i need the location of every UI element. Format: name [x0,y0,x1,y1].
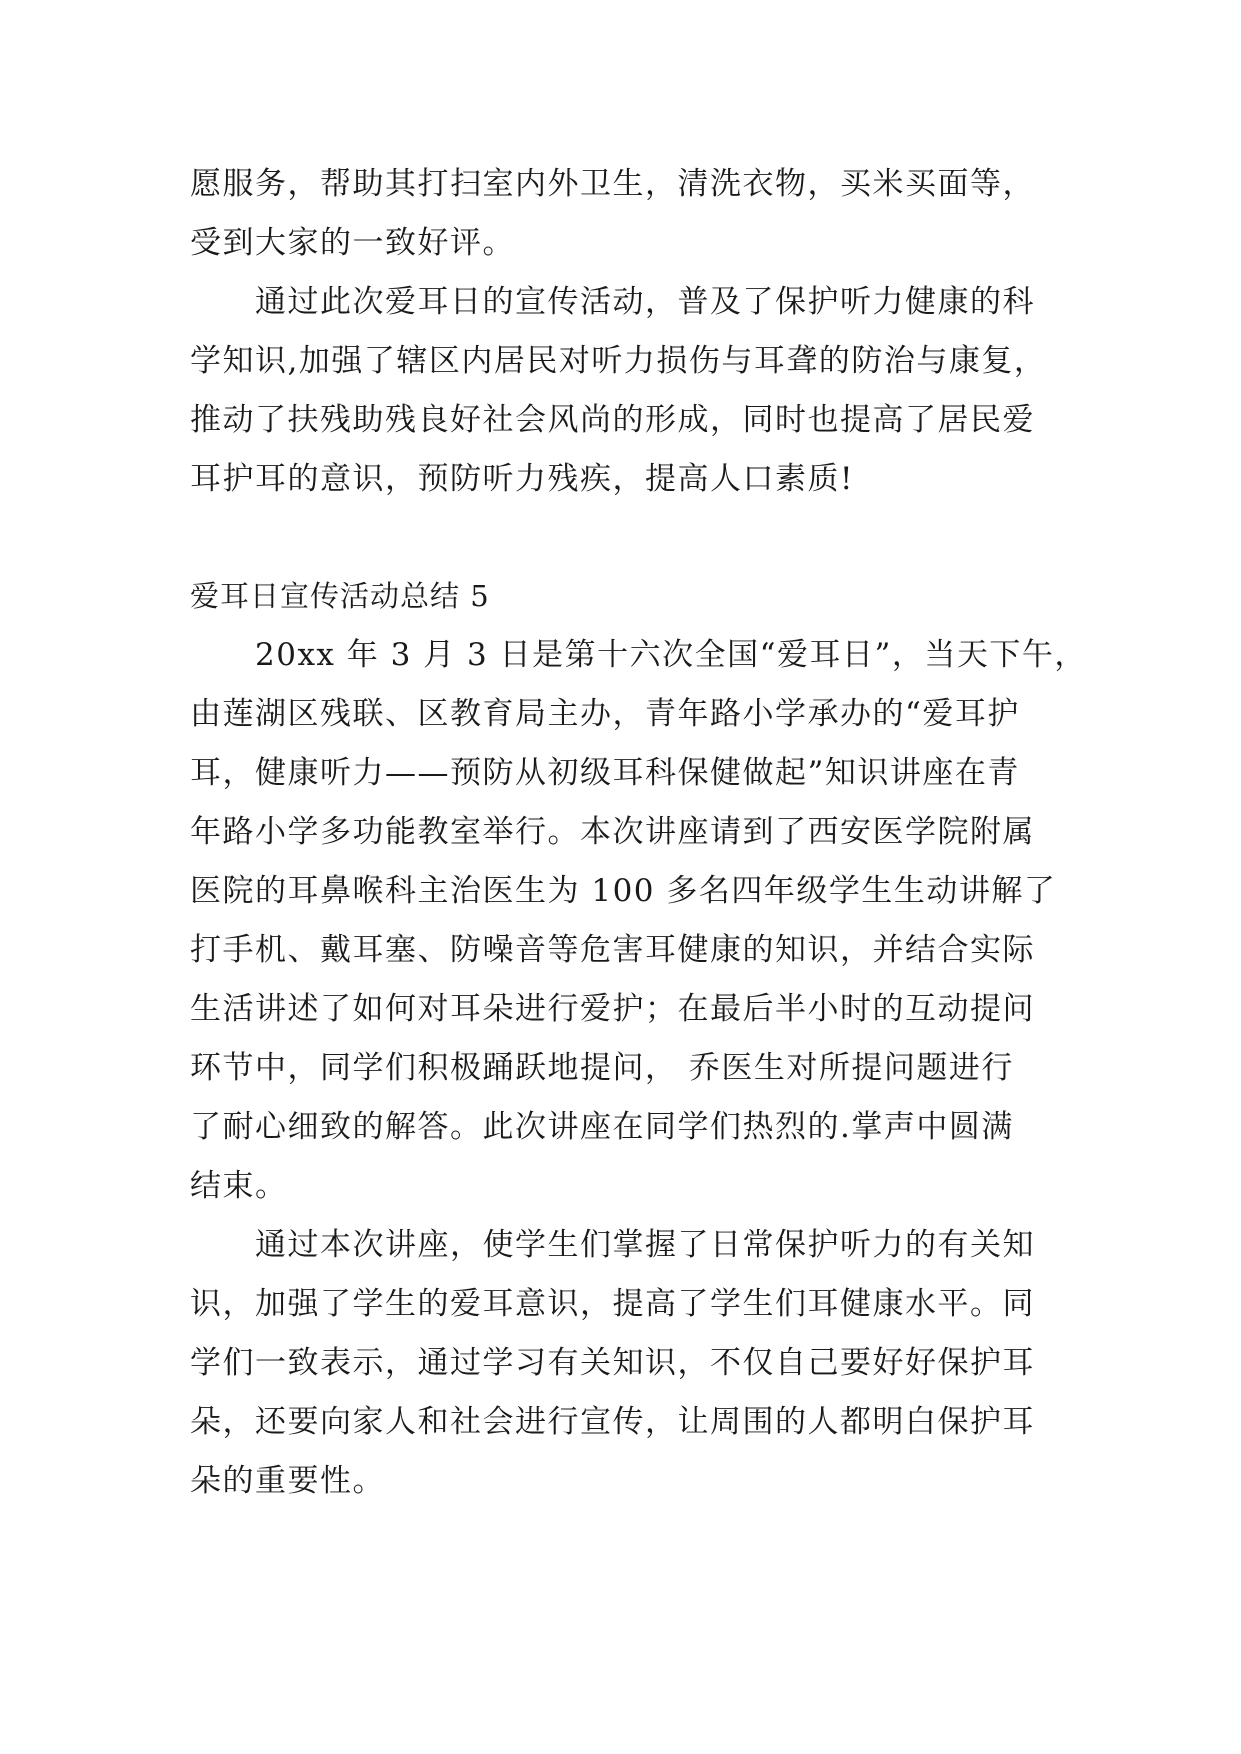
text-line: 通过本次讲座，使学生们掌握了日常保护听力的有关知 [190,1227,1035,1263]
text-line: 朵，还要向家人和社会进行宣传，让周围的人都明白保护耳 [190,1404,1035,1440]
body-text-block-1 [190,155,1091,509]
text-line: 医院的耳鼻喉科主治医生为 100 多名四年级学生生动讲解了 [190,873,1057,909]
text-line: 了耐心细致的解答。此次讲座在同学们热烈的.掌声中圆满 [190,1109,1014,1145]
text-line: 年路小学多功能教室举行。本次讲座请到了西安医学院附属 [190,814,1035,850]
text-line: 20xx 年 3 月 3 日是第十六次全国“爱耳日”，当天下午， [190,637,1087,673]
text-line: 生活讲述了如何对耳朵进行爱护；在最后半小时的互动提问 [190,991,1035,1027]
text-line: 环节中，同学们积极踊跃地提问， 乔医生对所提问题进行 [190,1050,1014,1086]
text-line: 由莲湖区残联、区教育局主办，青年路小学承办的“爱耳护 [190,696,1020,732]
text-line: 朵的重要性。 [190,1463,385,1499]
text-line: 结束。 [190,1168,288,1204]
text-line: 愿服务，帮助其打扫室内外卫生，清洗衣物，买米买面等， [190,166,1035,202]
section-gap [190,509,1091,567]
text-line: 识，加强了学生的爱耳意识，提高了学生们耳健康水平。同 [190,1286,1035,1322]
text-line: 学们一致表示，通过学习有关知识，不仅自己要好好保护耳 [190,1345,1035,1381]
text-line: 受到大家的一致好评。 [190,225,515,261]
text-line: 学知识,加强了辖区内居民对听力损伤与耳聋的防治与康复， [190,343,1047,379]
text-line: 打手机、戴耳塞、防噪音等危害耳健康的知识，并结合实际 [190,932,1035,968]
section-heading: 爱耳日宣传活动总结 5 [190,579,490,613]
text-line: 推动了扶残助残良好社会风尚的形成，同时也提高了居民爱 [190,402,1035,438]
text-line: 通过此次爱耳日的宣传活动，普及了保护听力健康的科 [190,284,1035,320]
body-text-block-2 [190,626,1091,1511]
text-line: 耳护耳的意识，预防听力残疾，提高人口素质! [190,461,854,497]
text-line: 耳，健康听力——预防从初级耳科保健做起”知识讲座在青 [190,755,1020,791]
